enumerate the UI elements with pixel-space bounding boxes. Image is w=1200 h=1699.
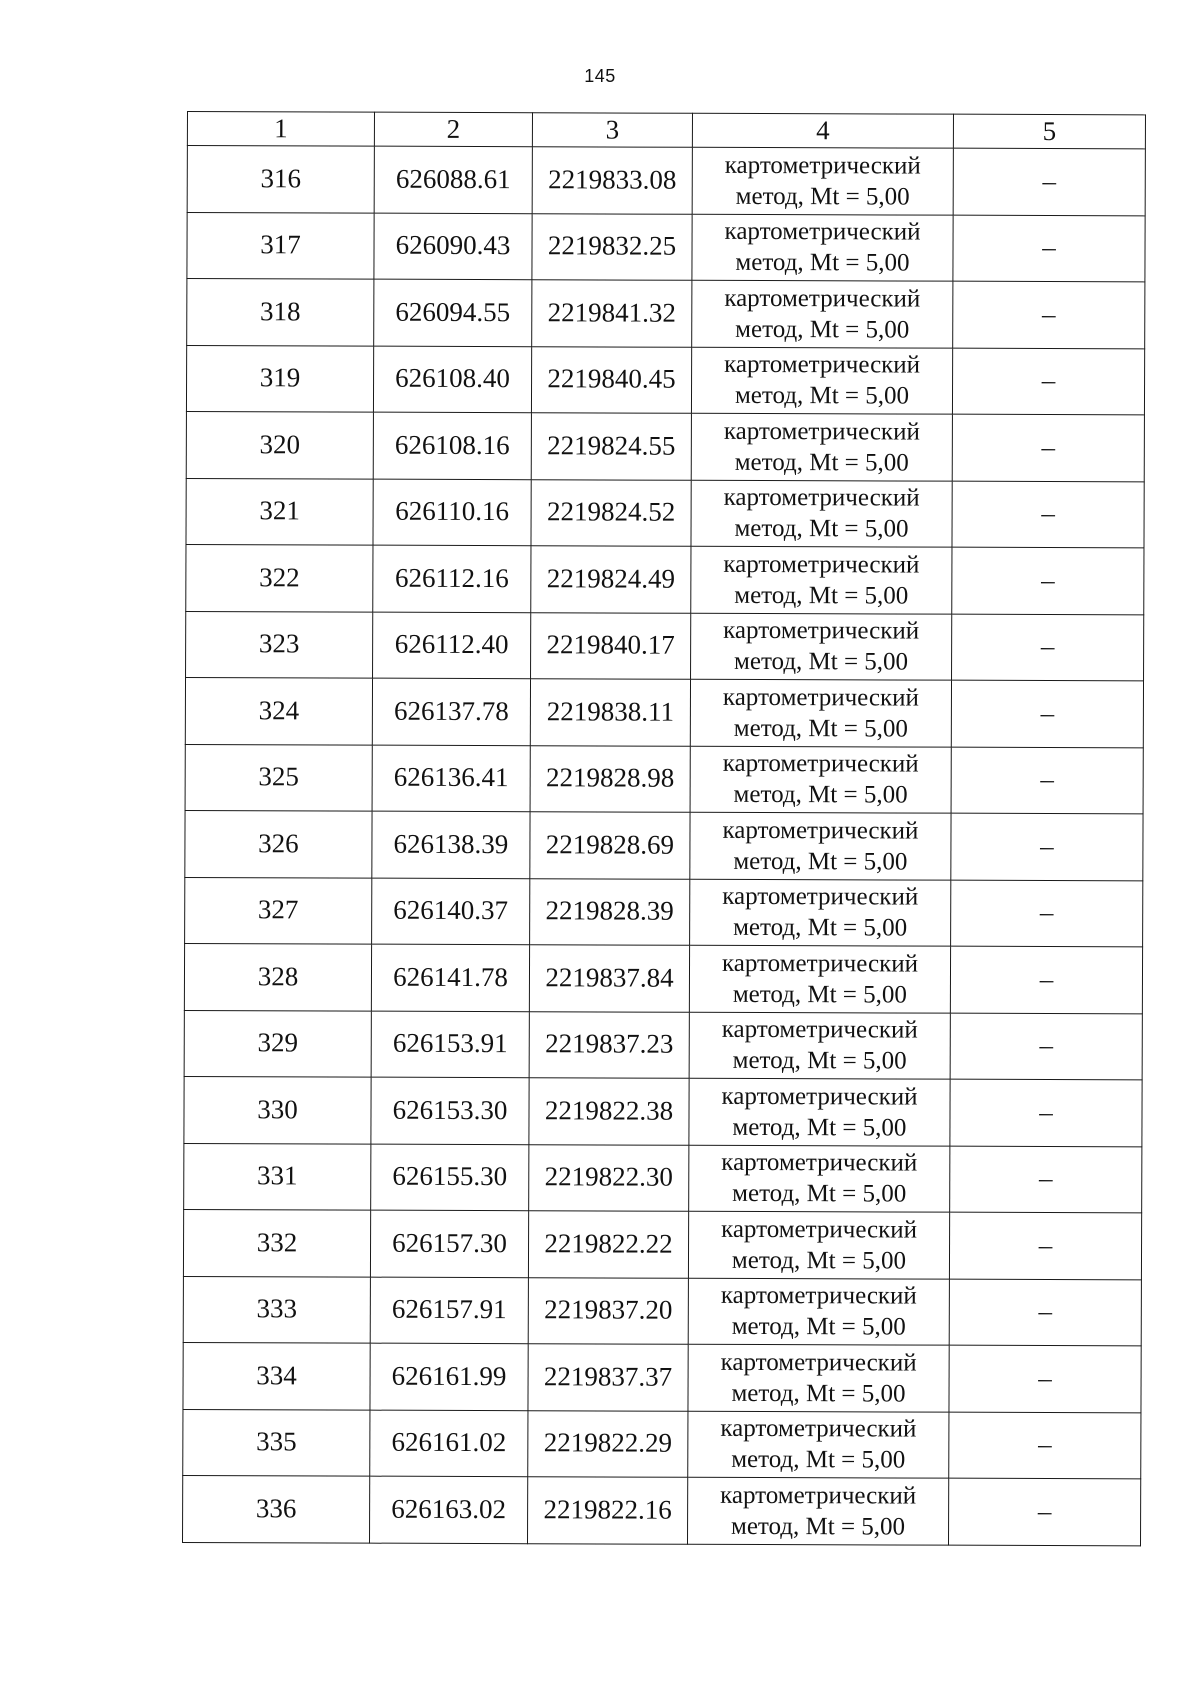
note-cell: – [953, 148, 1145, 215]
table-row [186, 345, 1144, 415]
point-number-cell: 320 [186, 411, 373, 478]
x-coordinate-cell: 626140.37 [372, 878, 530, 945]
table-row [184, 943, 1142, 1013]
method-cell [691, 613, 952, 680]
y-coordinate-cell: 2219824.52 [531, 479, 691, 546]
column-header-4: 4 [692, 113, 953, 148]
method-cell [688, 1278, 949, 1345]
method-line-1: картометрический [724, 350, 921, 379]
table-row [187, 279, 1145, 349]
table-row [185, 877, 1143, 947]
x-coordinate-cell: 626137.78 [372, 678, 530, 745]
table-row [183, 1342, 1141, 1412]
note-cell: – [949, 1212, 1141, 1279]
table-row [183, 1409, 1141, 1479]
table-row [185, 677, 1143, 747]
table-row [187, 212, 1145, 282]
y-coordinate-cell: 2219840.17 [531, 612, 691, 679]
method-line-2: метод, Mt = 5,00 [735, 249, 910, 277]
table-body [183, 146, 1146, 1546]
y-coordinate-cell: 2219828.39 [530, 878, 690, 945]
note-cell: – [951, 747, 1143, 814]
table-row [185, 810, 1143, 880]
x-coordinate-cell: 626136.41 [372, 745, 530, 812]
point-number-cell: 325 [185, 744, 372, 811]
method-cell [691, 413, 952, 480]
y-coordinate-cell: 2219822.16 [528, 1477, 688, 1544]
method-line-2: метод, Mt = 5,00 [731, 1246, 907, 1275]
note-cell: – [951, 880, 1143, 947]
note-cell: – [951, 813, 1143, 880]
method-cell [690, 746, 951, 813]
method-cell [689, 1078, 950, 1145]
y-coordinate-cell: 2219822.22 [528, 1211, 688, 1278]
x-coordinate-cell: 626161.99 [370, 1343, 528, 1410]
method-line-1: картометрический [724, 217, 921, 246]
x-coordinate-cell: 626108.16 [373, 412, 531, 479]
method-line-2: метод, Mt = 5,00 [734, 581, 909, 610]
table-row [186, 478, 1144, 548]
method-line-1: картометрический [721, 1015, 918, 1044]
method-line-1: картометрический [722, 816, 919, 845]
column-header-2: 2 [374, 112, 532, 147]
column-header-1: 1 [187, 112, 374, 147]
point-number-cell: 329 [184, 1010, 371, 1077]
method-cell [689, 945, 950, 1012]
page-number: 145 [584, 66, 616, 86]
method-line-2: метод, Mt = 5,00 [732, 1047, 907, 1075]
y-coordinate-cell: 2219822.29 [528, 1410, 688, 1477]
method-line-2: метод, Mt = 5,00 [730, 1512, 906, 1541]
point-number-cell: 332 [183, 1209, 370, 1276]
method-cell [690, 812, 951, 879]
x-coordinate-cell: 626112.16 [373, 545, 531, 612]
point-number-cell: 323 [186, 611, 373, 678]
note-cell: – [949, 1478, 1141, 1545]
x-coordinate-cell: 626141.78 [371, 944, 529, 1011]
x-coordinate-cell: 626094.55 [374, 279, 532, 346]
x-coordinate-cell: 626157.91 [370, 1277, 528, 1344]
method-line-1: картометрический [720, 1414, 917, 1443]
y-coordinate-cell: 2219837.20 [528, 1277, 688, 1344]
point-number-cell: 318 [187, 279, 374, 346]
note-cell: – [953, 215, 1145, 282]
note-cell: – [949, 1412, 1141, 1479]
method-cell [689, 1145, 950, 1212]
method-line-1: картометрический [720, 1348, 917, 1377]
point-number-cell: 319 [186, 345, 373, 412]
y-coordinate-cell: 2219840.45 [531, 346, 691, 413]
method-line-2: метод, Mt = 5,00 [731, 1446, 906, 1474]
method-cell [692, 147, 953, 214]
method-line-2: метод, Mt = 5,00 [735, 315, 910, 344]
x-coordinate-cell: 626161.02 [370, 1410, 528, 1477]
point-number-cell: 326 [185, 810, 372, 877]
y-coordinate-cell: 2219837.84 [529, 945, 689, 1012]
table-row [184, 1010, 1142, 1080]
note-cell: – [950, 1146, 1142, 1213]
point-number-cell: 328 [184, 943, 371, 1010]
x-coordinate-cell: 626110.16 [373, 479, 531, 546]
note-cell: – [950, 946, 1142, 1013]
note-cell: – [951, 680, 1143, 747]
method-line-1: картометрический [722, 683, 919, 712]
x-coordinate-cell: 626112.40 [373, 612, 531, 679]
y-coordinate-cell: 2219824.49 [531, 546, 691, 613]
point-number-cell: 316 [187, 146, 374, 213]
table-row [184, 1143, 1142, 1213]
method-cell [692, 280, 953, 347]
table-row [185, 744, 1143, 814]
method-line-2: метод, Mt = 5,00 [734, 515, 909, 543]
method-line-1: картометрический [721, 1148, 918, 1177]
column-header-3: 3 [532, 113, 692, 148]
note-cell: – [953, 281, 1145, 348]
method-line-1: картометрический [721, 1082, 918, 1111]
y-coordinate-cell: 2219828.69 [530, 812, 690, 879]
method-line-1: картометрический [720, 1281, 917, 1310]
method-cell [688, 1477, 949, 1544]
method-line-1: картометрический [723, 483, 920, 512]
method-line-2: метод, Mt = 5,00 [733, 914, 908, 942]
table-row [186, 411, 1144, 481]
x-coordinate-cell: 626090.43 [374, 213, 532, 280]
point-number-cell: 335 [183, 1409, 370, 1476]
table-row [183, 1209, 1141, 1279]
x-coordinate-cell: 626153.30 [371, 1077, 529, 1144]
point-number-cell: 336 [183, 1475, 370, 1542]
column-header-5: 5 [953, 114, 1145, 149]
point-number-cell: 331 [184, 1143, 371, 1210]
method-cell [691, 347, 952, 414]
note-cell: – [952, 481, 1144, 548]
method-cell [688, 1411, 949, 1478]
y-coordinate-cell: 2219822.30 [529, 1144, 689, 1211]
x-coordinate-cell: 626138.39 [372, 811, 530, 878]
method-line-2: метод, Mt = 5,00 [734, 382, 910, 410]
note-cell: – [949, 1279, 1141, 1346]
y-coordinate-cell: 2219832.25 [532, 213, 692, 280]
method-line-2: метод, Mt = 5,00 [734, 448, 909, 477]
method-line-2: метод, Mt = 5,00 [734, 648, 909, 676]
table-row [187, 146, 1145, 216]
method-line-2: метод, Mt = 5,00 [733, 847, 908, 876]
method-cell [689, 1012, 950, 1079]
method-line-2: метод, Mt = 5,00 [731, 1313, 906, 1341]
x-coordinate-cell: 626108.40 [373, 346, 531, 413]
y-coordinate-cell: 2219822.38 [529, 1078, 689, 1145]
note-cell: – [952, 348, 1144, 415]
method-line-2: метод, Mt = 5,00 [731, 1379, 906, 1408]
point-number-cell: 324 [185, 677, 372, 744]
method-line-2: метод, Mt = 5,00 [732, 1113, 907, 1142]
y-coordinate-cell: 2219841.32 [532, 280, 692, 347]
method-cell [690, 679, 951, 746]
method-cell [691, 546, 952, 613]
method-line-2: метод, Mt = 5,00 [735, 182, 910, 211]
method-line-1: картометрический [723, 417, 920, 446]
point-number-cell: 333 [183, 1276, 370, 1343]
point-number-cell: 334 [183, 1342, 370, 1409]
method-cell [688, 1344, 949, 1411]
method-line-2: метод, Mt = 5,00 [732, 1180, 907, 1208]
y-coordinate-cell: 2219824.55 [531, 413, 691, 480]
table-header-row [187, 112, 1145, 149]
method-line-1: картометрический [724, 151, 921, 180]
method-cell [690, 879, 951, 946]
method-line-2: метод, Mt = 5,00 [733, 714, 908, 743]
note-cell: – [952, 614, 1144, 681]
method-line-1: картометрический [723, 550, 920, 579]
note-cell: – [949, 1345, 1141, 1412]
y-coordinate-cell: 2219833.08 [532, 147, 692, 214]
method-cell [692, 214, 953, 281]
method-line-1: картометрический [722, 749, 919, 778]
x-coordinate-cell: 626155.30 [371, 1144, 529, 1211]
table-row [186, 611, 1144, 681]
y-coordinate-cell: 2219828.98 [530, 745, 690, 812]
point-number-cell: 330 [184, 1076, 371, 1143]
note-cell: – [952, 547, 1144, 614]
note-cell: – [952, 414, 1144, 481]
x-coordinate-cell: 626153.91 [371, 1011, 529, 1078]
method-line-1: картометрический [721, 949, 919, 978]
table-row [184, 1076, 1142, 1146]
method-line-1: картометрический [721, 1215, 918, 1244]
method-line-1: картометрический [722, 882, 919, 911]
point-number-cell: 327 [185, 877, 372, 944]
method-line-1: картометрический [720, 1481, 917, 1510]
method-cell [691, 480, 952, 547]
y-coordinate-cell: 2219837.23 [529, 1011, 689, 1078]
table-row [183, 1276, 1141, 1346]
note-cell: – [950, 1079, 1142, 1146]
method-line-2: метод, Mt = 5,00 [733, 781, 908, 809]
x-coordinate-cell: 626157.30 [370, 1210, 528, 1277]
point-number-cell: 322 [186, 544, 373, 611]
table-row [183, 1475, 1141, 1545]
x-coordinate-cell: 626163.02 [370, 1476, 528, 1543]
table-row [186, 544, 1144, 614]
y-coordinate-cell: 2219838.11 [530, 679, 690, 746]
method-cell [688, 1211, 949, 1278]
x-coordinate-cell: 626088.61 [374, 146, 532, 213]
coordinates-table [182, 111, 1146, 1546]
method-line-1: картометрический [724, 284, 921, 313]
method-line-1: картометрический [723, 616, 920, 645]
point-number-cell: 321 [186, 478, 373, 545]
note-cell: – [950, 1013, 1142, 1080]
method-line-2: метод, Mt = 5,00 [732, 980, 907, 1009]
point-number-cell: 317 [187, 212, 374, 279]
y-coordinate-cell: 2219837.37 [528, 1344, 688, 1411]
